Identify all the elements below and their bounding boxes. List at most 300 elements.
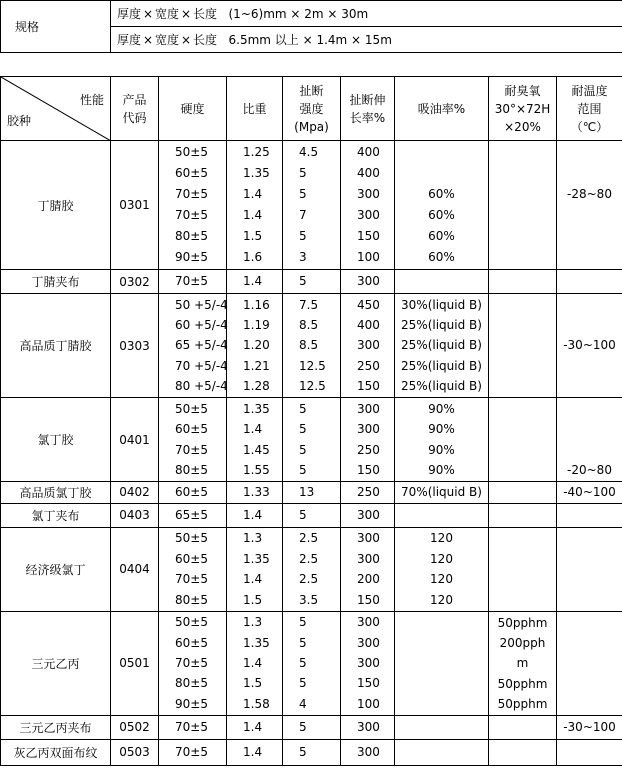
oil-absorption-value	[397, 505, 486, 526]
oil-absorption-value	[397, 612, 486, 632]
rubber-type-label: 三元乙丙夹布	[19, 720, 92, 735]
table-row	[1, 294, 622, 398]
gravity-value: 1.4	[243, 507, 263, 522]
gravity-cell	[227, 527, 283, 611]
spec-label: 规格	[1, 1, 111, 53]
hardness-cell	[159, 527, 227, 611]
spec-row-1: 厚度 × 宽度 × 长度 (1~6)mm × 2m × 30m	[111, 1, 622, 27]
oil-absorption-value: 90%	[428, 442, 455, 457]
ozone-resistance-cell	[489, 398, 557, 482]
tensile-value: 12.5	[299, 379, 326, 394]
temperature-range-cell	[557, 739, 622, 765]
gravity-value: 1.58	[243, 696, 270, 711]
gravity-value: 1.33	[243, 485, 270, 499]
gravity-value: 1.3	[243, 531, 263, 546]
oil-absorption-value: 25%(liquid B)	[401, 338, 482, 353]
hardness-value: 50 +5/-4	[175, 297, 228, 312]
hardness-value: 50±5	[175, 401, 208, 416]
gravity-cell	[227, 398, 283, 482]
tensile-cell	[283, 141, 341, 270]
tensile-cell	[283, 715, 341, 739]
ozone-resistance-cell	[489, 739, 557, 765]
oil-absorption-value: 120	[430, 551, 453, 566]
oil-absorption-value: 70%(liquid B)	[401, 485, 482, 499]
tensile-value: 5	[299, 676, 307, 691]
elongation-value: 400	[357, 165, 380, 180]
header-ozone: 耐臭氧 30°×72H ×20%	[489, 77, 557, 141]
oil-absorption-cell	[395, 294, 489, 398]
ozone-resistance-value: 50pphm	[497, 676, 548, 691]
rubber-type-cell	[1, 141, 111, 270]
table-row	[1, 482, 622, 504]
header-elongation: 扯断伸 长率%	[341, 77, 395, 141]
product-code-cell: 0402	[111, 482, 159, 504]
elongation-value: 300	[357, 551, 380, 566]
temperature-range-value	[559, 528, 620, 549]
tensile-value: 5	[299, 165, 307, 180]
rubber-type-label: 经济级氯丁	[25, 562, 86, 577]
hardness-value: 70±5	[175, 719, 208, 734]
gravity-cell	[227, 739, 283, 765]
product-code-cell: 0401	[111, 398, 159, 482]
hardness-cell	[159, 270, 227, 294]
oil-absorption-value: 90%	[428, 463, 455, 477]
gravity-value: 1.35	[243, 401, 270, 416]
elongation-value: 300	[357, 274, 380, 289]
oil-absorption-cell	[395, 739, 489, 765]
hardness-value: 80±5	[175, 229, 208, 244]
oil-absorption-value	[397, 717, 486, 738]
temperature-range-cell	[557, 503, 622, 527]
ozone-resistance-cell	[489, 527, 557, 611]
hardness-value: 50±5	[175, 615, 208, 630]
oil-absorption-cell	[395, 503, 489, 527]
hardness-cell	[159, 739, 227, 765]
elongation-value: 300	[357, 655, 380, 670]
rubber-type-cell	[1, 503, 111, 527]
tensile-value: 5	[299, 507, 307, 522]
hardness-value: 70±5	[175, 208, 208, 222]
rubber-type-cell	[1, 527, 111, 611]
tensile-cell	[283, 294, 341, 398]
spec-table	[0, 0, 622, 53]
oil-absorption-value: 90%	[428, 401, 455, 416]
temperature-range-cell	[557, 527, 622, 611]
temperature-range-value	[559, 653, 620, 673]
tensile-value: 2.5	[299, 531, 319, 546]
gravity-value: 1.5	[243, 592, 263, 607]
header-hardness: 硬度	[159, 77, 227, 141]
gravity-value: 1.4	[243, 744, 263, 759]
gravity-value: 1.4	[243, 719, 263, 734]
oil-absorption-value: 25%(liquid B)	[401, 317, 482, 332]
gravity-value: 1.16	[243, 297, 270, 312]
table-row	[1, 611, 622, 715]
hardness-value: 70 +5/-4	[175, 358, 228, 373]
tensile-value: 5	[299, 719, 307, 734]
gravity-value: 1.4	[243, 274, 263, 289]
gravity-value: 1.20	[243, 338, 270, 353]
elongation-cell	[341, 294, 395, 398]
elongation-value: 400	[357, 317, 380, 332]
temperature-range-value	[559, 440, 620, 461]
tensile-value: 5	[299, 422, 307, 436]
temperature-range-value	[559, 505, 620, 526]
elongation-value: 250	[357, 485, 380, 499]
oil-absorption-value	[397, 742, 486, 763]
gravity-cell	[227, 270, 283, 294]
gravity-value: 1.4	[243, 208, 263, 222]
tensile-value: 5	[299, 401, 307, 416]
gravity-cell	[227, 294, 283, 398]
gravity-cell	[227, 503, 283, 527]
tensile-value: 13	[299, 485, 315, 499]
oil-absorption-value: 30%(liquid B)	[401, 297, 482, 312]
oil-absorption-value	[397, 673, 486, 693]
product-code-cell: 0502	[111, 715, 159, 739]
tensile-value: 3.5	[299, 592, 319, 607]
temperature-range-cell	[557, 611, 622, 715]
temperature-range-cell	[557, 141, 622, 270]
gravity-value: 1.6	[243, 250, 263, 265]
ozone-resistance-cell	[489, 141, 557, 270]
tensile-value: 8.5	[299, 317, 319, 332]
elongation-value: 450	[357, 297, 380, 312]
temperature-range-value	[559, 633, 620, 653]
elongation-value: 250	[357, 358, 380, 373]
tensile-cell	[283, 611, 341, 715]
hardness-value: 50±5	[175, 531, 208, 546]
spec-row-2: 厚度 × 宽度 × 长度 6.5mm 以上 × 1.4m × 15m	[111, 27, 622, 53]
elongation-cell	[341, 715, 395, 739]
header-temp: 耐温度 范围 （℃）	[557, 77, 622, 141]
gravity-value: 1.5	[243, 229, 263, 244]
tensile-value: 5	[299, 463, 307, 477]
tensile-cell	[283, 482, 341, 504]
elongation-value: 400	[357, 144, 380, 159]
table-row	[1, 715, 622, 739]
elongation-value: 150	[357, 229, 380, 244]
elongation-value: 300	[357, 531, 380, 546]
oil-absorption-value: 60%	[428, 208, 455, 222]
ozone-resistance-value: 50pphm	[497, 697, 548, 712]
gravity-value: 1.21	[243, 358, 270, 373]
header-rubber-type: 胶种	[7, 114, 32, 128]
oil-absorption-value	[397, 694, 486, 714]
temperature-range-value	[559, 612, 620, 632]
elongation-cell	[341, 611, 395, 715]
temperature-range-value	[559, 419, 620, 440]
ozone-resistance-cell	[489, 611, 557, 715]
oil-absorption-value: 120	[430, 572, 453, 587]
gravity-value: 1.55	[243, 463, 270, 477]
elongation-cell	[341, 503, 395, 527]
gravity-value: 1.5	[243, 676, 263, 691]
hardness-cell	[159, 503, 227, 527]
hardness-cell	[159, 141, 227, 270]
table-row	[1, 398, 622, 482]
elongation-cell	[341, 398, 395, 482]
oil-absorption-cell	[395, 715, 489, 739]
temperature-range-value	[559, 673, 620, 693]
hardness-value: 60±5	[175, 422, 208, 436]
elongation-value: 100	[357, 696, 380, 711]
gravity-value: 1.35	[243, 635, 270, 650]
ozone-resistance-value: 50pphm	[497, 615, 548, 630]
elongation-cell	[341, 141, 395, 270]
oil-absorption-value: 90%	[428, 422, 455, 436]
hardness-value: 70±5	[175, 744, 208, 759]
tensile-value: 7.5	[299, 297, 319, 312]
header-row	[1, 77, 622, 141]
temperature-range-value	[559, 226, 620, 247]
elongation-cell	[341, 527, 395, 611]
rubber-type-cell	[1, 294, 111, 398]
rubber-type-label: 氯丁胶	[37, 433, 74, 447]
temperature-range-value	[559, 399, 620, 420]
tensile-cell	[283, 398, 341, 482]
temperature-range-value: -20~80	[567, 463, 612, 477]
rubber-type-cell	[1, 482, 111, 504]
hardness-value: 65 +5/-4	[175, 338, 228, 353]
tensile-value: 5	[299, 186, 307, 201]
rubber-type-cell	[1, 398, 111, 482]
hardness-value: 70±5	[175, 655, 208, 670]
rubber-type-cell	[1, 715, 111, 739]
product-code-cell: 0404	[111, 527, 159, 611]
gravity-value: 1.4	[243, 655, 263, 670]
oil-absorption-value: 60%	[428, 186, 455, 201]
hardness-value: 90±5	[175, 696, 208, 711]
product-code-cell: 0503	[111, 739, 159, 765]
table-row	[1, 527, 622, 611]
temperature-range-cell	[557, 294, 622, 398]
oil-absorption-value: 60%	[428, 250, 455, 265]
elongation-value: 300	[357, 719, 380, 734]
rubber-type-label: 丁腈胶	[37, 198, 74, 213]
gravity-value: 1.19	[243, 317, 270, 332]
temperature-range-value	[559, 742, 620, 763]
gravity-value: 1.4	[243, 572, 263, 587]
hardness-value: 60±5	[175, 165, 208, 180]
hardness-cell	[159, 482, 227, 504]
elongation-value: 300	[357, 744, 380, 759]
tensile-value: 2.5	[299, 551, 319, 566]
temperature-range-value	[559, 376, 620, 396]
oil-absorption-cell	[395, 398, 489, 482]
tensile-value: 5	[299, 744, 307, 759]
tensile-cell	[283, 527, 341, 611]
oil-absorption-value	[397, 271, 486, 292]
rubber-type-label: 丁腈夹布	[31, 275, 80, 289]
elongation-value: 200	[357, 572, 380, 587]
tensile-cell	[283, 503, 341, 527]
hardness-value: 70±5	[175, 572, 208, 587]
tensile-value: 7	[299, 208, 307, 222]
ozone-resistance-cell	[489, 270, 557, 294]
elongation-value: 300	[357, 338, 380, 353]
tensile-value: 5	[299, 615, 307, 630]
gravity-value: 1.4	[243, 186, 263, 201]
hardness-value: 80 +5/-4	[175, 379, 228, 394]
tensile-value: 5	[299, 274, 307, 289]
ozone-resistance-cell	[489, 503, 557, 527]
oil-absorption-value	[397, 633, 486, 653]
product-code-cell: 0302	[111, 270, 159, 294]
temperature-range-value	[559, 163, 620, 184]
tensile-value: 2.5	[299, 572, 319, 587]
rubber-type-label: 氯丁夹布	[31, 508, 80, 523]
tensile-value: 5	[299, 635, 307, 650]
gravity-value: 1.3	[243, 615, 263, 630]
elongation-value: 100	[357, 250, 380, 265]
ozone-resistance-cell	[489, 294, 557, 398]
elongation-value: 300	[357, 615, 380, 630]
hardness-value: 60±5	[175, 485, 208, 499]
temperature-range-value: -30~100	[563, 719, 616, 734]
oil-absorption-value	[397, 653, 486, 673]
temperature-range-value	[559, 569, 620, 590]
temperature-range-value	[559, 271, 620, 292]
hardness-value: 70±5	[175, 186, 208, 201]
product-code-cell: 0501	[111, 611, 159, 715]
tensile-cell	[283, 270, 341, 294]
elongation-value: 150	[357, 379, 380, 394]
gravity-cell	[227, 715, 283, 739]
elongation-value: 300	[357, 401, 380, 416]
hardness-value: 70±5	[175, 442, 208, 457]
rubber-type-label: 灰乙丙双面布纹	[13, 745, 98, 760]
temperature-range-cell	[557, 398, 622, 482]
tensile-value: 8.5	[299, 338, 319, 353]
elongation-value: 300	[357, 507, 380, 522]
hardness-value: 65±5	[175, 507, 208, 522]
product-code-cell: 0303	[111, 294, 159, 398]
tensile-value: 3	[299, 250, 307, 265]
hardness-value: 60±5	[175, 551, 208, 566]
hardness-value: 80±5	[175, 592, 208, 607]
elongation-value: 150	[357, 592, 380, 607]
elongation-cell	[341, 482, 395, 504]
elongation-value: 300	[357, 208, 380, 222]
table-row	[1, 739, 622, 765]
temperature-range-value: -30~100	[563, 338, 616, 353]
gravity-cell	[227, 611, 283, 715]
temperature-range-cell	[557, 715, 622, 739]
temperature-range-value	[559, 205, 620, 226]
tensile-value: 5	[299, 442, 307, 457]
diagonal-line	[1, 77, 111, 141]
product-code-cell: 0403	[111, 503, 159, 527]
oil-absorption-cell	[395, 482, 489, 504]
oil-absorption-cell	[395, 527, 489, 611]
gravity-cell	[227, 482, 283, 504]
hardness-value: 70±5	[175, 274, 208, 289]
temperature-range-value	[559, 295, 620, 315]
product-code-cell: 0301	[111, 141, 159, 270]
oil-absorption-cell	[395, 270, 489, 294]
hardness-cell	[159, 294, 227, 398]
oil-absorption-cell	[395, 611, 489, 715]
temperature-range-cell	[557, 482, 622, 504]
elongation-value: 250	[357, 442, 380, 457]
table-row	[1, 503, 622, 527]
rubber-type-label: 高品质丁腈胶	[19, 339, 92, 353]
ozone-resistance-value: 200pph	[499, 636, 546, 651]
elongation-value: 300	[357, 635, 380, 650]
hardness-cell	[159, 715, 227, 739]
elongation-value: 150	[357, 676, 380, 691]
header-diagonal-cell	[1, 77, 111, 141]
hardness-value: 60 +5/-4	[175, 317, 228, 332]
hardness-value: 80±5	[175, 676, 208, 691]
hardness-value: 50±5	[175, 144, 208, 159]
temperature-range-value	[559, 356, 620, 376]
hardness-cell	[159, 611, 227, 715]
rubber-type-label: 高品质氯丁胶	[19, 485, 92, 500]
temperature-range-value: -40~100	[563, 485, 616, 499]
oil-absorption-value: 120	[430, 531, 453, 546]
temperature-range-value	[559, 549, 620, 570]
rubber-type-cell	[1, 270, 111, 294]
hardness-value: 60±5	[175, 635, 208, 650]
elongation-value: 150	[357, 463, 380, 477]
gravity-value: 1.25	[243, 144, 270, 159]
rubber-type-cell	[1, 611, 111, 715]
temperature-range-value	[559, 142, 620, 163]
tensile-value: 12.5	[299, 358, 326, 373]
elongation-cell	[341, 270, 395, 294]
tensile-value: 5	[299, 655, 307, 670]
oil-absorption-value: 25%(liquid B)	[401, 358, 482, 373]
temperature-range-value	[559, 694, 620, 714]
oil-absorption-value: 120	[430, 592, 453, 607]
temperature-range-value: -28~80	[567, 186, 612, 201]
gravity-value: 1.35	[243, 165, 270, 180]
rubber-type-label: 三元乙丙	[31, 656, 80, 671]
tensile-value: 4.5	[299, 144, 319, 159]
tensile-cell	[283, 739, 341, 765]
temperature-range-value	[559, 315, 620, 335]
temperature-range-value	[559, 247, 620, 268]
ozone-resistance-cell	[489, 715, 557, 739]
gravity-value: 1.4	[243, 422, 263, 436]
elongation-value: 300	[357, 422, 380, 436]
elongation-value: 300	[357, 186, 380, 201]
elongation-cell	[341, 739, 395, 765]
ozone-resistance-value: m	[516, 656, 529, 671]
table-row	[1, 270, 622, 294]
oil-absorption-cell	[395, 141, 489, 270]
header-tensile: 扯断 强度 (Mpa)	[283, 77, 341, 141]
tensile-value: 4	[299, 696, 307, 711]
properties-table	[0, 76, 622, 766]
temperature-range-cell	[557, 270, 622, 294]
tensile-value: 5	[299, 229, 307, 244]
rubber-type-cell	[1, 739, 111, 765]
gravity-cell	[227, 141, 283, 270]
hardness-cell	[159, 398, 227, 482]
header-gravity: 比重	[227, 77, 283, 141]
gravity-value: 1.35	[243, 551, 270, 566]
ozone-resistance-cell	[489, 482, 557, 504]
gravity-value: 1.45	[243, 442, 270, 457]
header-property: 性能	[79, 93, 104, 107]
table-row	[1, 141, 622, 270]
gravity-value: 1.28	[243, 379, 270, 394]
header-oil: 吸油率%	[395, 77, 489, 141]
oil-absorption-value	[397, 142, 486, 163]
